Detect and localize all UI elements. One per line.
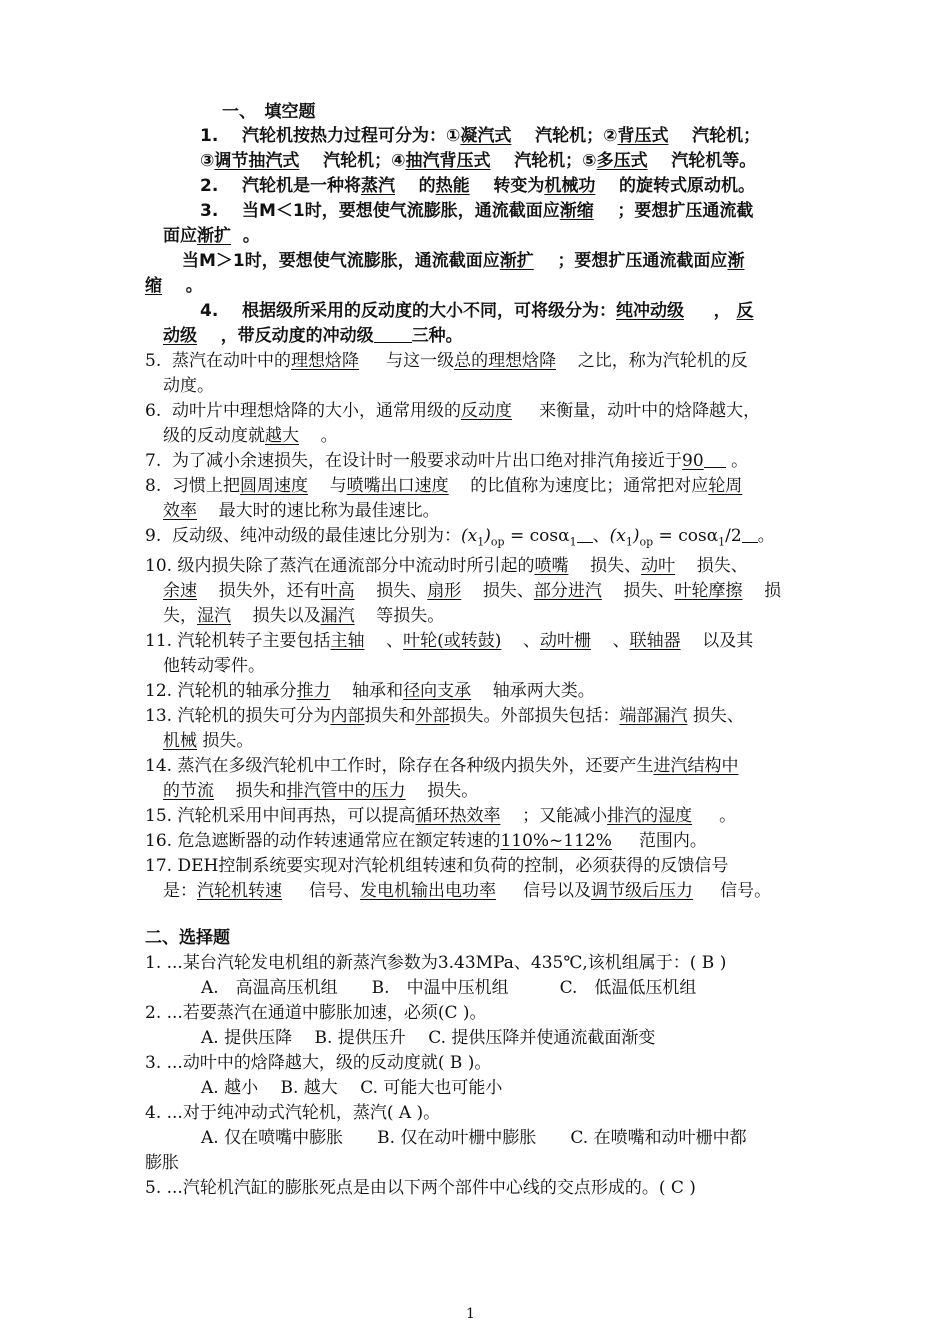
choice-question-1: 1. ...某台汽轮发电机组的新蒸汽参数为3.43MPa、435℃,该机组属于：( B ) (145, 953, 727, 973)
question-5-line-2: 动度。 (163, 376, 214, 396)
question-1-line-2: ③调节抽汽式 汽轮机；④抽汽背压式 汽轮机；⑤多压式 汽轮机等。 (200, 151, 757, 171)
question-8-line-1: 8. 习惯上把圆周速度 与喷嘴出口速度 的比值称为速度比；通常把对应轮周 (145, 476, 743, 496)
question-13-line-2: 机械 损失。 (163, 731, 254, 751)
choice-question-1-options: A. 高温高压机组 B. 中温中压机组 C. 低温低压机组 (201, 978, 697, 998)
formula-reaction-stage: $(x_1)_{op} = \cos\alpha_1$ (461, 526, 577, 549)
choice-question-2-options: A. 提供压降 B. 提供压升 C. 提供压降并使通流截面渐变 (201, 1028, 656, 1048)
choice-question-2: 2. ...若要蒸汽在通道中膨胀加速，必须(C )。 (145, 1003, 487, 1023)
question-16: 16. 危急遮断器的动作转速通常应在额定转速的110%~112% 范围内。 (145, 831, 707, 851)
section-title: 二、选择题 (145, 928, 230, 948)
choice-question-5: 5. ...汽轮机汽缸的膨胀死点是由以下两个部件中心线的交点形成的。( C ) (145, 1178, 696, 1198)
question-3-line-2: 面应渐扩 。 (163, 226, 260, 246)
question-3-line-3: 当M＞1时，要想使气流膨胀，通流截面应渐扩 ；要想扩压通流截面应渐 (182, 251, 745, 271)
question-10-line-2: 余速 损失外，还有叶高 损失、扇形 损失、部分进汽 损失、叶轮摩擦 损 (163, 581, 782, 601)
section-title: 一、 填空题 (222, 102, 316, 122)
question-14-line-1: 14. 蒸汽在多级汽轮机中工作时，除存在各种级内损失外，还要产生进汽结构中 (145, 756, 739, 776)
choice-question-4-options-cont: 膨胀 (145, 1153, 179, 1173)
question-11-line-2: 他转动零件。 (163, 656, 265, 676)
choice-question-4-options: A. 仅在喷嘴中膨胀 B. 仅在动叶栅中膨胀 C. 在喷嘴和动叶栅中都 (201, 1128, 747, 1148)
formula-impulse-stage: $(x_1)_{op} = \cos\alpha_1/2$ (609, 526, 742, 549)
question-4-line-2: 动级 ，带反动度的冲动级 三种。 (163, 326, 463, 346)
question-13-line-1: 13. 汽轮机的损失可分为内部损失和外部损失。外部损失包括：端部漏汽 损失、 (145, 706, 744, 726)
choice-question-3-options: A. 越小 B. 越大 C. 可能大也可能小 (201, 1078, 503, 1098)
question-10-line-3: 失，湿汽 损失以及漏汽 等损失。 (163, 606, 445, 626)
question-8-line-2: 效率 最大时的速比称为最佳速比。 (163, 501, 440, 521)
question-17-line-2: 是：汽轮机转速 信号、发电机输出电功率 信号以及调节级后压力 信号。 (163, 881, 772, 901)
question-10-line-1: 10. 级内损失除了蒸汽在通流部分中流动时所引起的喷嘴 损失、动叶 损失、 (145, 556, 748, 576)
question-3-line-4: 缩 。 (145, 276, 203, 296)
question-1-line-1: 1. 汽轮机按热力过程可分为：①凝汽式 汽轮机；②背压式 汽轮机； (200, 126, 761, 146)
question-6-line-1: 6. 动叶片中理想焓降的大小，通常用级的反动度 来衡量，动叶中的焓降越大， (145, 401, 761, 421)
question-12: 12. 汽轮机的轴承分推力 轴承和径向支承 轴承两大类。 (145, 681, 595, 701)
choice-question-3: 3. ...动叶中的焓降越大，级的反动度就( B )。 (145, 1053, 492, 1073)
choice-question-4: 4. ...对于纯冲动式汽轮机，蒸汽( A )。 (145, 1103, 441, 1123)
question-7: 7. 为了减小余速损失，在设计时一般要求动叶片出口绝对排汽角接近于90 。 (145, 451, 749, 471)
question-4-line-1: 4. 根据级所采用的反动度的大小不同，可将级分为：纯冲动级 ， 反 (200, 301, 754, 321)
question-17-line-1: 17. DEH控制系统要实现对汽轮机组转速和负荷的控制，必须获得的反馈信号 (145, 856, 729, 876)
question-6-line-2: 级的反动度就越大 。 (163, 426, 338, 446)
question-15: 15. 汽轮机采用中间再热，可以提高循环热效率 ；又能减小排汽的湿度 。 (145, 806, 737, 826)
question-11-line-1: 11. 汽轮机转子主要包括主轴 、叶轮(或转鼓) 、动叶栅 、联轴器 以及其 (145, 631, 754, 651)
question-14-line-2: 的节流 损失和排汽管中的压力 损失。 (163, 781, 479, 801)
question-2: 2. 汽轮机是一种将蒸汽 的热能 转变为机械功 的旋转式原动机。 (200, 176, 756, 196)
question-3-line-1: 3. 当M＜1时，要想使气流膨胀，通流截面应渐缩 ；要想扩压通流截 (200, 201, 754, 221)
question-9: 9. 反动级、纯冲动级的最佳速比分别为：$(x_1)_{op} = \cos\alpha_1$ 、$(x_1)_{op} = \cos\alpha_1/2$ 。 (145, 526, 775, 549)
question-5-line-1: 5. 蒸汽在动叶中的理想焓降 与这一级总的理想焓降 之比，称为汽轮机的反 (145, 351, 748, 371)
page-number: 1 (466, 1306, 475, 1322)
